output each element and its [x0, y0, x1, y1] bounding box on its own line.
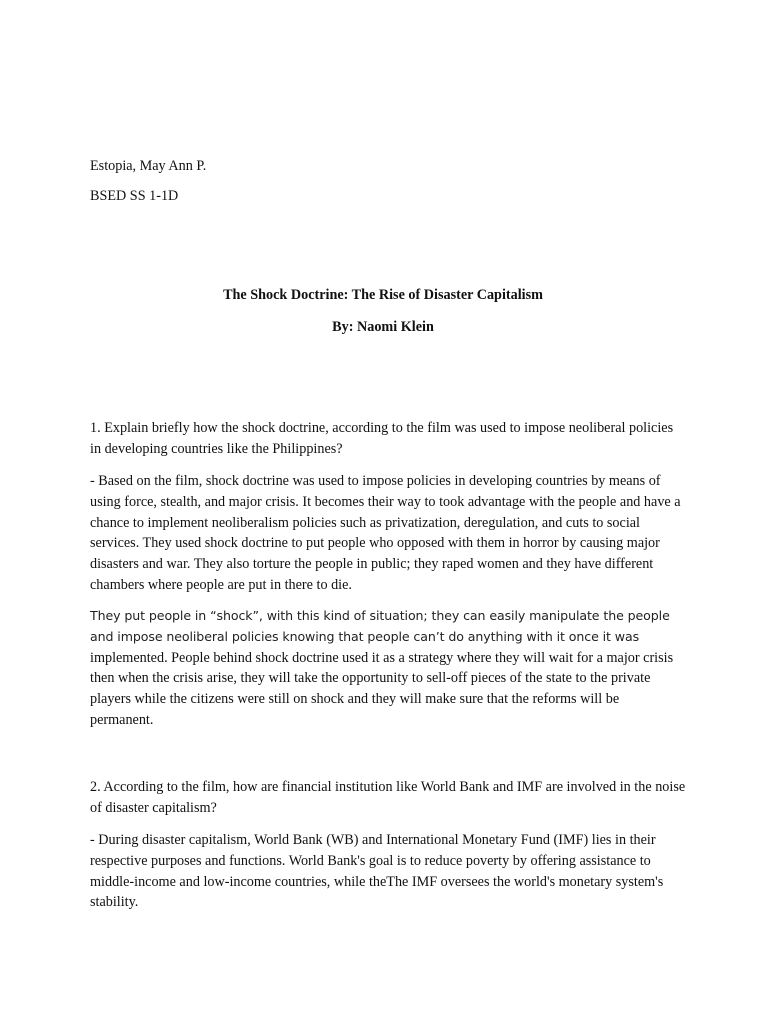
course-section: BSED SS 1-1D	[90, 188, 179, 204]
answer-2: - During disaster capitalism, World Bank (WB) and International Monetary Fund (IMF) lies in their respective purposes and functions. World Bank's goal is to reduce poverty by offering assistance to middle-income and low-income countries, while theThe IMF oversees the world's monetary system's stability.	[90, 832, 664, 911]
answer-1-continued-text: implemented. People behind shock doctrine used it as a strategy where they will wait for a major crisis then when the crisis arise, they will take the opportunity to sell-off pieces of the state to the private players while the citizens were still on shock and they will make sure that the reforms will be permanent.	[90, 649, 674, 728]
answer-1-continued-alt-font-text: They put people in “shock”, with this kind of situation; they can easily manipulate the people and impose neoliberal policies knowing that people can’t do anything with it once it was	[90, 608, 670, 644]
document-title: The Shock Doctrine: The Rise of Disaster Capitalism	[223, 287, 543, 303]
answer-1-continued	[90, 606, 686, 731]
document-byline: By: Naomi Klein	[332, 319, 434, 335]
student-name: Estopia, May Ann P.	[90, 158, 207, 174]
question-1: 1. Explain briefly how the shock doctrine, according to the film was used to impose neoliberal policies in developing countries like the Philippines?	[90, 420, 674, 457]
question-2: 2. According to the film, how are financial institution like World Bank and IMF are involved in the noise of disaster capitalism?	[90, 779, 686, 816]
answer-1: - Based on the film, shock doctrine was used to impose policies in developing countries by means of using force, stealth, and major crisis. It becomes their way to took advantage with the people and have a chance to implement neoliberalism policies such as privatization, deregulation, and cuts to social services. They used shock doctrine to put people who opposed with them in horror by causing major disasters and war. They also torture the people in public; they raped women and they have different chambers where people are put in there to die.	[90, 473, 681, 593]
